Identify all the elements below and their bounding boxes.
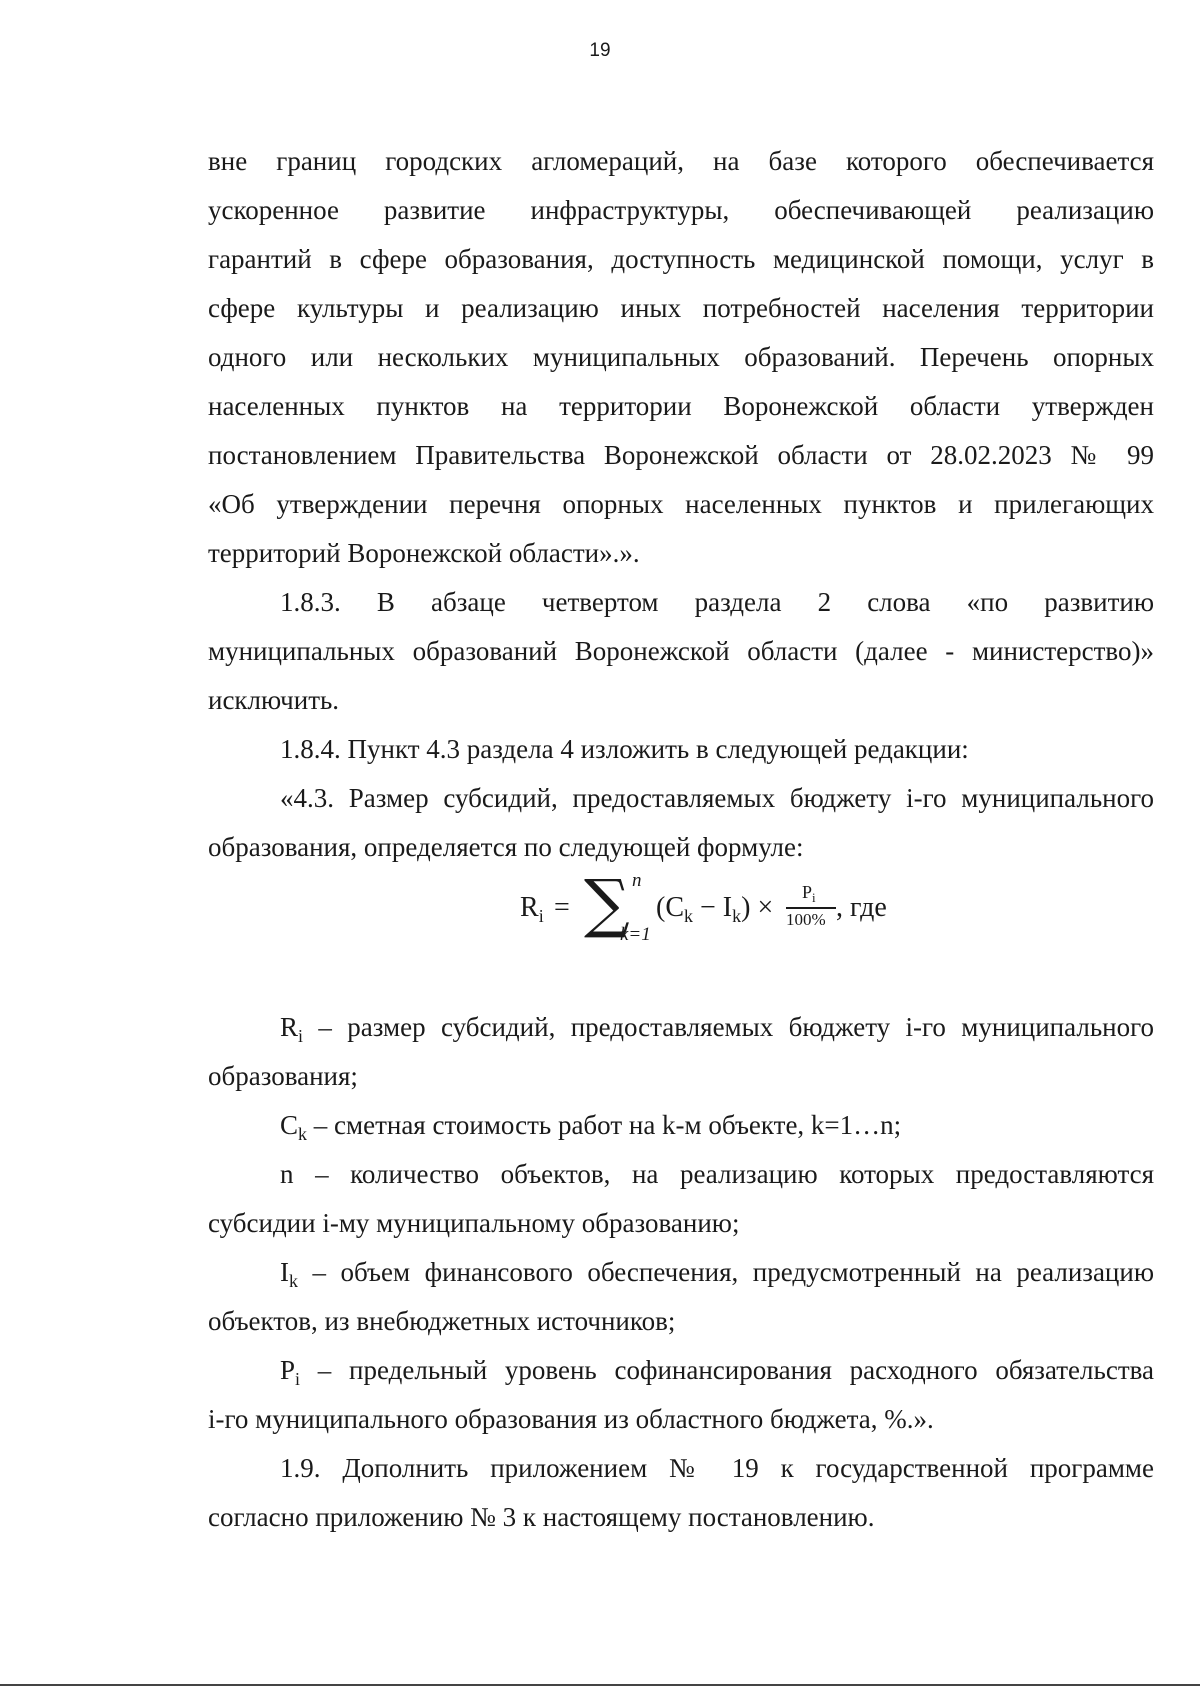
sum-lower-limit: k=1 bbox=[620, 924, 651, 945]
definition-n: n – количество объектов, на реализацию которых предоставляются bbox=[280, 1159, 1154, 1189]
definition-ik: $I_k$ – объем финансового обеспечения, предусмотренный на реализацию bbox=[280, 1257, 1154, 1291]
text-line: ускоренное развитие инфраструктуры, обеспечивающей реализацию bbox=[208, 195, 1154, 225]
text-line: населенных пунктов на территории Воронежской области утвержден bbox=[208, 391, 1154, 421]
text-line: вне границ городских агломераций, на базе которого обеспечивается bbox=[208, 146, 1154, 176]
sum-sign: ∑ bbox=[584, 867, 630, 941]
text-line: постановлением Правительства Воронежской области от 28.02.2023 № 99 bbox=[208, 440, 1154, 470]
text-line: объектов, из внебюджетных источников; bbox=[208, 1306, 676, 1336]
text-line: сфере культуры и реализацию иных потребностей населения территории bbox=[208, 293, 1154, 323]
fraction-denominator: 100% bbox=[786, 910, 826, 929]
sum-upper-limit: n bbox=[632, 870, 642, 891]
text-line: образования; bbox=[208, 1061, 358, 1091]
page-number: 19 bbox=[589, 40, 611, 61]
fraction-bar bbox=[786, 907, 836, 909]
formula-lhs: $R_i$ bbox=[520, 892, 544, 926]
definition-ck: $C_k$ – сметная стоимость работ на k-м объекте, k=1…n; bbox=[280, 1110, 902, 1144]
bottom-rule bbox=[0, 1684, 1200, 1686]
text-line: гарантий в сфере образования, доступность медицинской помощи, услуг в bbox=[208, 244, 1154, 274]
text-line: 1.8.3. В абзаце четвертом раздела 2 слова «по развитию bbox=[280, 587, 1154, 617]
text-line: «4.3. Размер субсидий, предоставляемых бюджету i-го муниципального bbox=[280, 783, 1154, 813]
formula-equals: = bbox=[554, 892, 570, 923]
text-line: i-го муниципального образования из областного бюджета, %.». bbox=[208, 1404, 934, 1434]
text-line: согласно приложению № 3 к настоящему постановлению. bbox=[208, 1502, 875, 1532]
formula-tail: , где bbox=[836, 892, 887, 923]
definition-ri: $R_i$ – размер субсидий, предоставляемых бюджету i-го муниципального bbox=[280, 1012, 1154, 1046]
fraction-numerator: $P_i$ bbox=[802, 882, 816, 905]
text-line: одного или нескольких муниципальных образований. Перечень опорных bbox=[208, 342, 1154, 372]
text-line: исключить. bbox=[208, 685, 340, 715]
text-line: муниципальных образований Воронежской области (далее - министерство)» bbox=[208, 636, 1154, 666]
formula-body: $(C_k - I_k)$ × bbox=[656, 892, 774, 926]
text-line: территорий Воронежской области».». bbox=[208, 538, 640, 568]
item-1-8-4: 1.8.4. Пункт 4.3 раздела 4 изложить в следующей редакции: bbox=[280, 734, 969, 764]
text-line: субсидии i-му муниципальному образованию; bbox=[208, 1208, 740, 1238]
text-line: «Об утверждении перечня опорных населенных пунктов и прилегающих bbox=[208, 489, 1154, 519]
text-line: 1.9. Дополнить приложением № 19 к государственной программе bbox=[280, 1453, 1154, 1483]
text-line: образования, определяется по следующей формуле: bbox=[208, 832, 804, 862]
definition-pi: $P_i$ – предельный уровень софинансирования расходного обязательства bbox=[280, 1355, 1154, 1389]
